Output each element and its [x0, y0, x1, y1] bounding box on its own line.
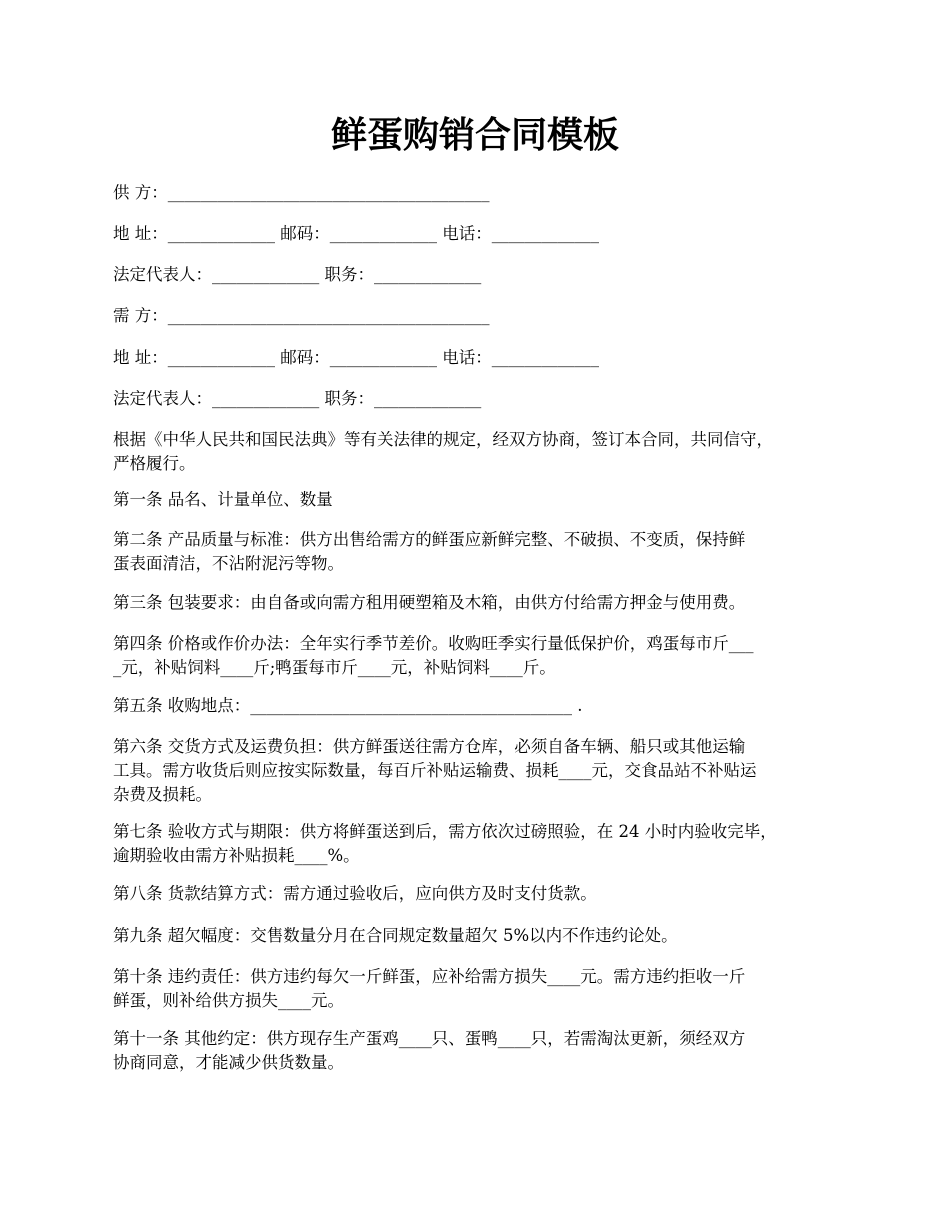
- article-line: 第十一条 其他约定：供方现存生产蛋鸡____只、蛋鸭____只，若需淘汰更新，须经双方: [113, 1029, 746, 1048]
- article-line: 第七条 验收方式与期限：供方将鲜蛋送到后，需方依次过磅照验，在 24 小时内验收完毕，: [113, 822, 777, 841]
- supplier-name-line: 供 方：_______________________________________: [113, 183, 490, 202]
- article-line: 第三条 包装要求：由自备或向需方租用硬塑箱及木箱，由供方付给需方押金与使用费。: [113, 593, 746, 612]
- article-3: [113, 591, 848, 615]
- article-line: 第一条 品名、计量单位、数量: [113, 490, 333, 509]
- article-8: [113, 882, 848, 906]
- article-line: 协商同意，才能减少供货数量。: [113, 1053, 344, 1072]
- preamble-line: 根据《中华人民共和国民法典》等有关法律的规定，经双方协商，签订本合同，共同信守，: [113, 430, 773, 449]
- article-line: _元，补贴饲料____斤;鸭蛋每市斤____元，补贴饲料____斤。: [113, 658, 556, 677]
- supplier-address-line: 地 址：_____________ 邮码：_____________ 电话：_____________: [113, 224, 599, 243]
- article-6: [113, 735, 848, 807]
- article-line: 鲜蛋，则补给供方损失____元。: [113, 991, 344, 1010]
- article-10: [113, 965, 848, 1013]
- buyer-address-line: 地 址：_____________ 邮码：_____________ 电话：_____________: [113, 348, 599, 367]
- buyer-rep-line: 法定代表人：_____________ 职务：_____________: [113, 389, 482, 408]
- article-1: [113, 488, 848, 512]
- article-line: 杂费及损耗。: [113, 785, 212, 804]
- buyer-name-line: 需 方：_______________________________________: [113, 306, 490, 325]
- preamble-line: 严格履行。: [113, 454, 196, 473]
- article-line: 第十条 违约责任：供方违约每欠一斤鲜蛋，应补给需方损失____元。需方违约拒收一斤: [113, 967, 746, 986]
- article-2: [113, 528, 848, 576]
- article-11: [113, 1027, 848, 1075]
- article-line: 第四条 价格或作价办法：全年实行季节差价。收购旺季实行量低保护价，鸡蛋每市斤___: [113, 634, 754, 653]
- article-5: [113, 694, 848, 718]
- article-line: 工具。需方收货后则应按实际数量，每百斤补贴运输费、损耗____元，交食品站不补贴运: [113, 761, 757, 780]
- article-line: 第二条 产品质量与标准：供方出售给需方的鲜蛋应新鲜完整、不破损、不变质，保持鲜: [113, 530, 746, 549]
- supplier-rep-line: 法定代表人：_____________ 职务：_____________: [113, 265, 482, 284]
- article-line: 第九条 超欠幅度：交售数量分月在合同规定数量超欠 5%以内不作违约论处。: [113, 926, 678, 945]
- article-line: 第五条 收购地点：_______________________________________ .: [113, 696, 583, 715]
- preamble-paragraph: [113, 428, 848, 476]
- document-title: 鲜蛋购销合同模板: [330, 114, 619, 156]
- article-line: 蛋表面清洁，不沾附泥污等物。: [113, 554, 344, 573]
- article-line: 第六条 交货方式及运费负担：供方鲜蛋送往需方仓库，必须自备车辆、船只或其他运输: [113, 737, 746, 756]
- article-9: [113, 924, 848, 948]
- article-7: [113, 820, 848, 868]
- article-4: [113, 632, 848, 680]
- article-line: 第八条 货款结算方式：需方通过验收后，应向供方及时支付货款。: [113, 884, 597, 903]
- article-line: 逾期验收由需方补贴损耗____%。: [113, 846, 360, 865]
